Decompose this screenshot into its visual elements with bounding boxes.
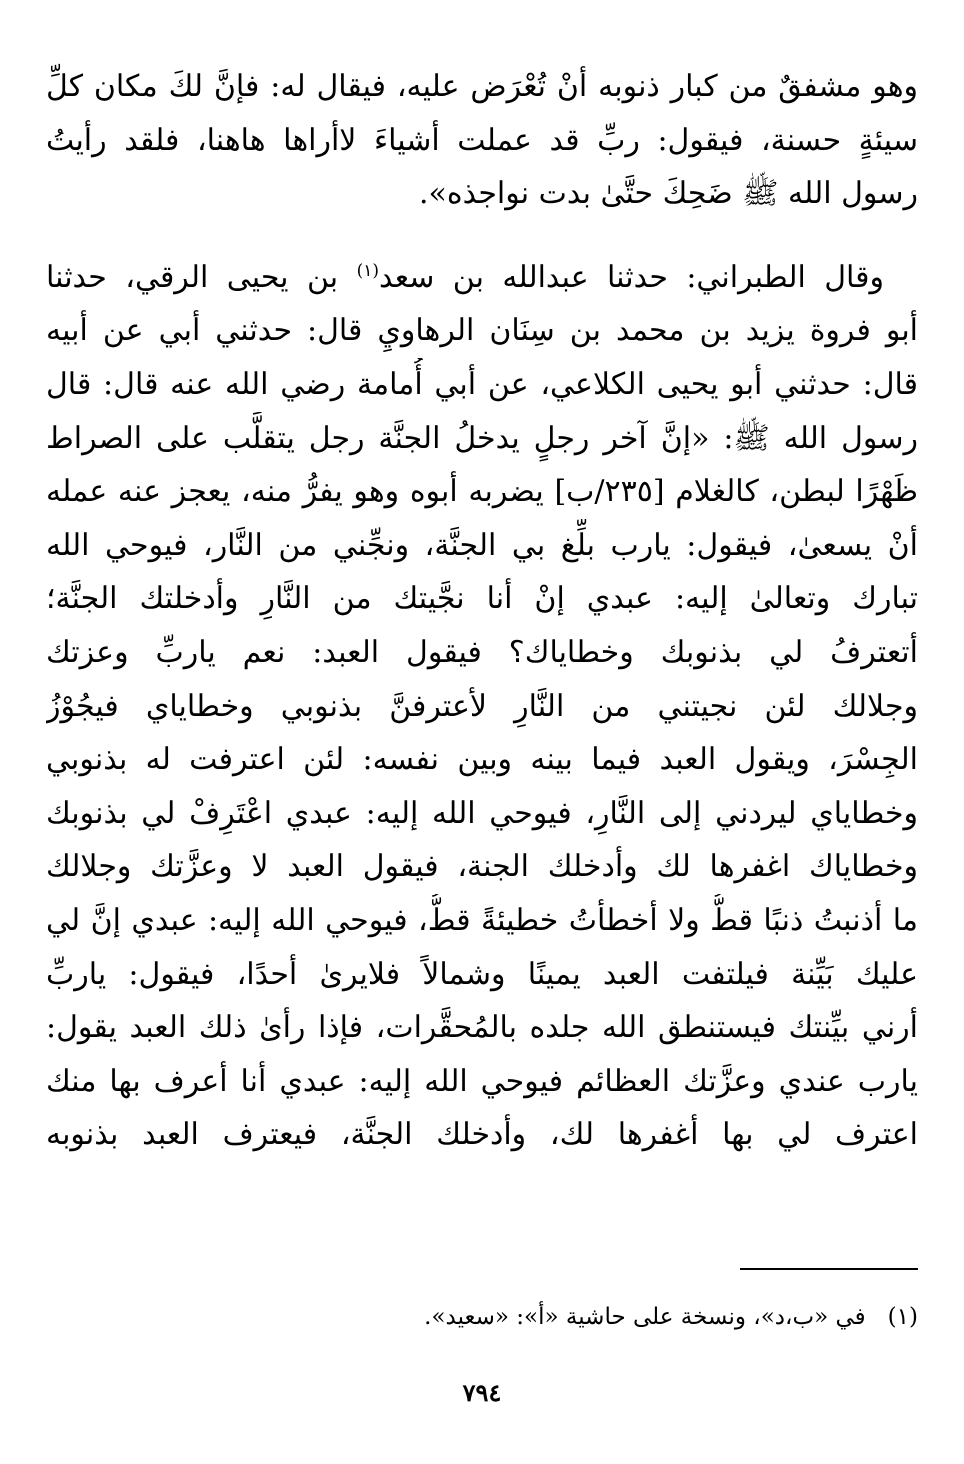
text-line: أتعترفُ لي بذنوبك وخطاياك؟ فيقول العبد: نعم ياربِّ وعزتك	[46, 634, 918, 670]
footnote-divider	[740, 1268, 918, 1270]
text-line: رسول الله ﷺ: «إنَّ آخر رجلٍ يدخلُ الجنَّة رجل يتقلَّب على الصراط	[46, 420, 918, 456]
text-fragment: بن يحيى الرقي، حدثنا	[46, 259, 357, 295]
text-line: تبارك وتعالىٰ إليه: عبدي إنْ أنا نجَّيتك من النَّارِ وأدخلتك الجنَّة؛	[46, 581, 918, 617]
text-line-first	[46, 251, 918, 305]
text-line: ما أذنبتُ ذنبًا قطُّ ولا أخطأتُ خطيئةً قطُّ، فيوحي الله إليه: عبدي إنَّ لي	[46, 902, 918, 938]
footnote-text: في «ب،د»، ونسخة على حاشية «أ»: «سعيد».	[424, 1304, 866, 1330]
footnote	[46, 1300, 918, 1334]
text-line: عليك بَيِّنة فيلتفت العبد يمينًا وشمالاً فلايرىٰ أحدًا، فيقول: ياربِّ	[46, 956, 918, 992]
text-fragment: وقال الطبراني: حدثنا عبدالله بن سعد	[379, 259, 884, 295]
paragraph-2	[46, 251, 918, 1162]
text-line: الجِسْرَ، ويقول العبد فيما بينه وبين نفسه: لئن اعترفت له بذنوبي	[46, 742, 918, 778]
page-number: ٧٩٤	[462, 1378, 502, 1407]
page-body	[46, 60, 918, 1162]
text-line: سيئةٍ حسنة، فيقول: ربِّ قد عملت أشياءَ لاأراها هاهنا، فلقد رأيتُ	[46, 122, 918, 158]
text-line: أبو فروة يزيد بن محمد بن سِنَان الرهاويِ قال: حدثني أبي عن أبيه	[46, 313, 918, 349]
text-line: اعترف لي بها أغفرها لك، وأدخلك الجنَّة، فيعترف العبد بذنوبه	[46, 1117, 918, 1153]
text-line: يارب عندي وعزَّتك العظائم فيوحي الله إليه: عبدي أنا أعرف بها منك	[46, 1063, 918, 1099]
text-line: وجلالك لئن نجيتني من النَّارِ لأعترفنَّ بذنوبي وخطاياي فيجُوْزُ	[46, 688, 918, 724]
text-line: أنْ يسعىٰ، فيقول: يارب بلِّغ بي الجنَّة، ونجِّني من النَّار، فيوحي الله	[46, 527, 918, 563]
paragraph-gap	[46, 221, 918, 251]
text-line: رسول الله ﷺ ضَحِكَ حتَّىٰ بدت نواجذه».	[418, 176, 918, 212]
text-line: ظَهْرًا لبطن، كالغلام [٢٣٥/ب] يضربه أبوه وهو يفرُّ منه، يعجز عنه عمله	[46, 474, 918, 510]
text-line: وهو مشفقٌ من كبار ذنوبه أنْ تُعْرَض عليه، فيقال له: فإنَّ لكَ مكان كلِّ	[46, 69, 918, 104]
footnote-number: (١)	[887, 1304, 918, 1330]
text-line: أرني بيِّنتك فيستنطق الله جلده بالمُحقَّرات، فإذا رأىٰ ذلك العبد يقول:	[46, 1010, 918, 1046]
text-line: قال: حدثني أبو يحيى الكلاعي، عن أبي أُمامة رضي الله عنه قال: قال	[46, 366, 918, 402]
text-line: وخطاياي ليردني إلى النَّارِ، فيوحي الله إليه: عبدي اعْتَرِفْ لي بذنوبك	[46, 795, 918, 831]
paragraph-1	[46, 60, 918, 221]
footnote-reference: (١)	[356, 260, 380, 281]
text-line: وخطاياك اغفرها لك وأدخلك الجنة، فيقول العبد لا وعزَّتك وجلالك	[46, 849, 918, 885]
